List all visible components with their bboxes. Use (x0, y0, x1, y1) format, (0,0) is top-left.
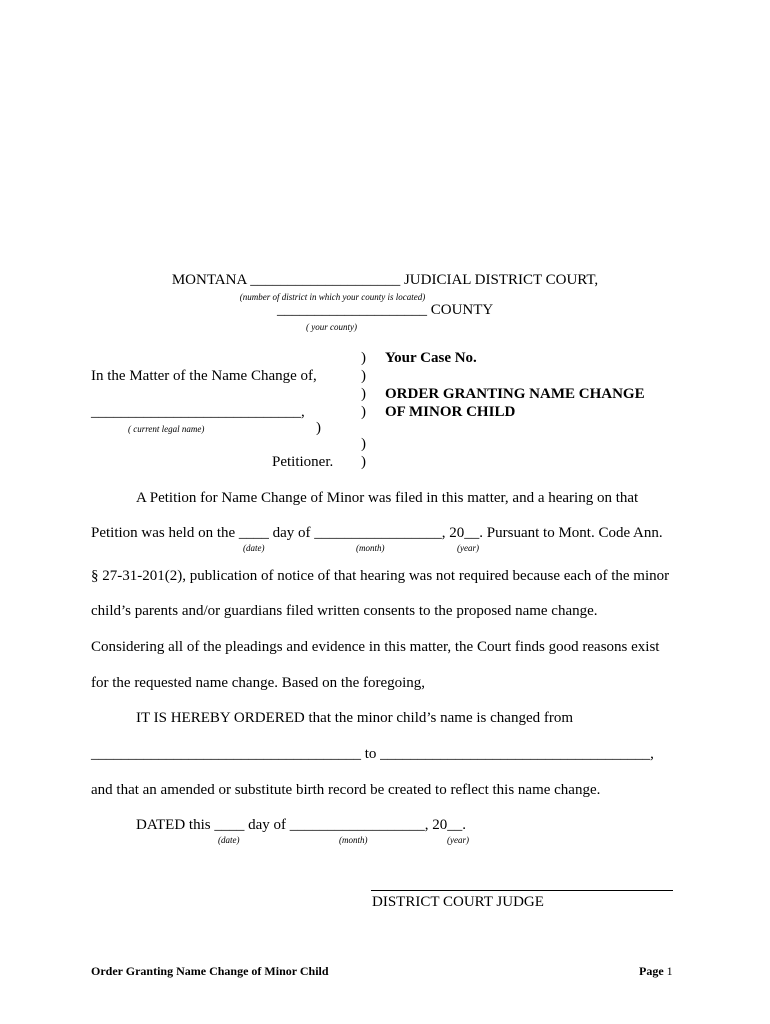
paragraph-line: Considering all of the pleadings and evidence in this matter, the Court finds good reasons exist (91, 639, 660, 655)
caption-paren: ) (361, 454, 366, 470)
year-hint: (year) (447, 835, 469, 845)
current-name-blank: ____________________________, (91, 404, 305, 420)
page-label: Page (639, 964, 664, 978)
name-change-blanks: ____________________________________ to ____________________________________, (91, 746, 654, 762)
page-indicator (639, 964, 673, 979)
caption-paren: ) (361, 436, 366, 452)
current-name-hint: ( current legal name) (128, 424, 205, 434)
order-title-line1: ORDER GRANTING NAME CHANGE (385, 386, 645, 402)
matter-line: In the Matter of the Name Change of, (91, 368, 317, 384)
judge-label: DISTRICT COURT JUDGE (372, 894, 544, 910)
page-number: 1 (666, 964, 673, 978)
court-heading: MONTANA ____________________ JUDICIAL DISTRICT COURT, (171, 272, 599, 288)
county-hint: ( your county) (306, 322, 357, 332)
paragraph-line: IT IS HEREBY ORDERED that the minor child’s name is changed from (136, 710, 574, 726)
county-line: ____________________ COUNTY (277, 302, 494, 318)
caption-paren: ) (361, 404, 366, 420)
date-hint: (date) (218, 835, 240, 845)
district-hint: (number of district in which your county is located) (239, 292, 426, 302)
petitioner-label: Petitioner. (272, 454, 334, 470)
month-hint: (month) (339, 835, 368, 845)
paragraph-line: child’s parents and/or guardians filed written consents to the proposed name change. (91, 603, 598, 619)
paragraph-line: and that an amended or substitute birth record be created to reflect this name change. (91, 782, 601, 798)
date-hint: (date) (243, 543, 265, 553)
caption-paren: ) (361, 368, 366, 384)
paragraph-line: A Petition for Name Change of Minor was filed in this matter, and a hearing on that (136, 490, 639, 506)
caption-paren: ) (361, 386, 366, 402)
order-title-line2: OF MINOR CHILD (385, 404, 516, 420)
paragraph-line: § 27-31-201(2), publication of notice of that hearing was not required because each of the minor (91, 568, 670, 584)
signature-line (371, 890, 673, 891)
caption-paren: ) (361, 350, 366, 366)
paragraph-line: for the requested name change. Based on the foregoing, (91, 675, 426, 691)
case-number-label: Your Case No. (385, 350, 477, 366)
month-hint: (month) (356, 543, 385, 553)
year-hint: (year) (457, 543, 479, 553)
footer-title: Order Granting Name Change of Minor Child (91, 964, 329, 978)
dated-line: DATED this ____ day of __________________, 20__. (136, 817, 466, 833)
caption-paren: ) (316, 420, 321, 436)
paragraph-line: Petition was held on the ____ day of _________________, 20__. Pursuant to Mont. Code Ann. (91, 525, 663, 541)
